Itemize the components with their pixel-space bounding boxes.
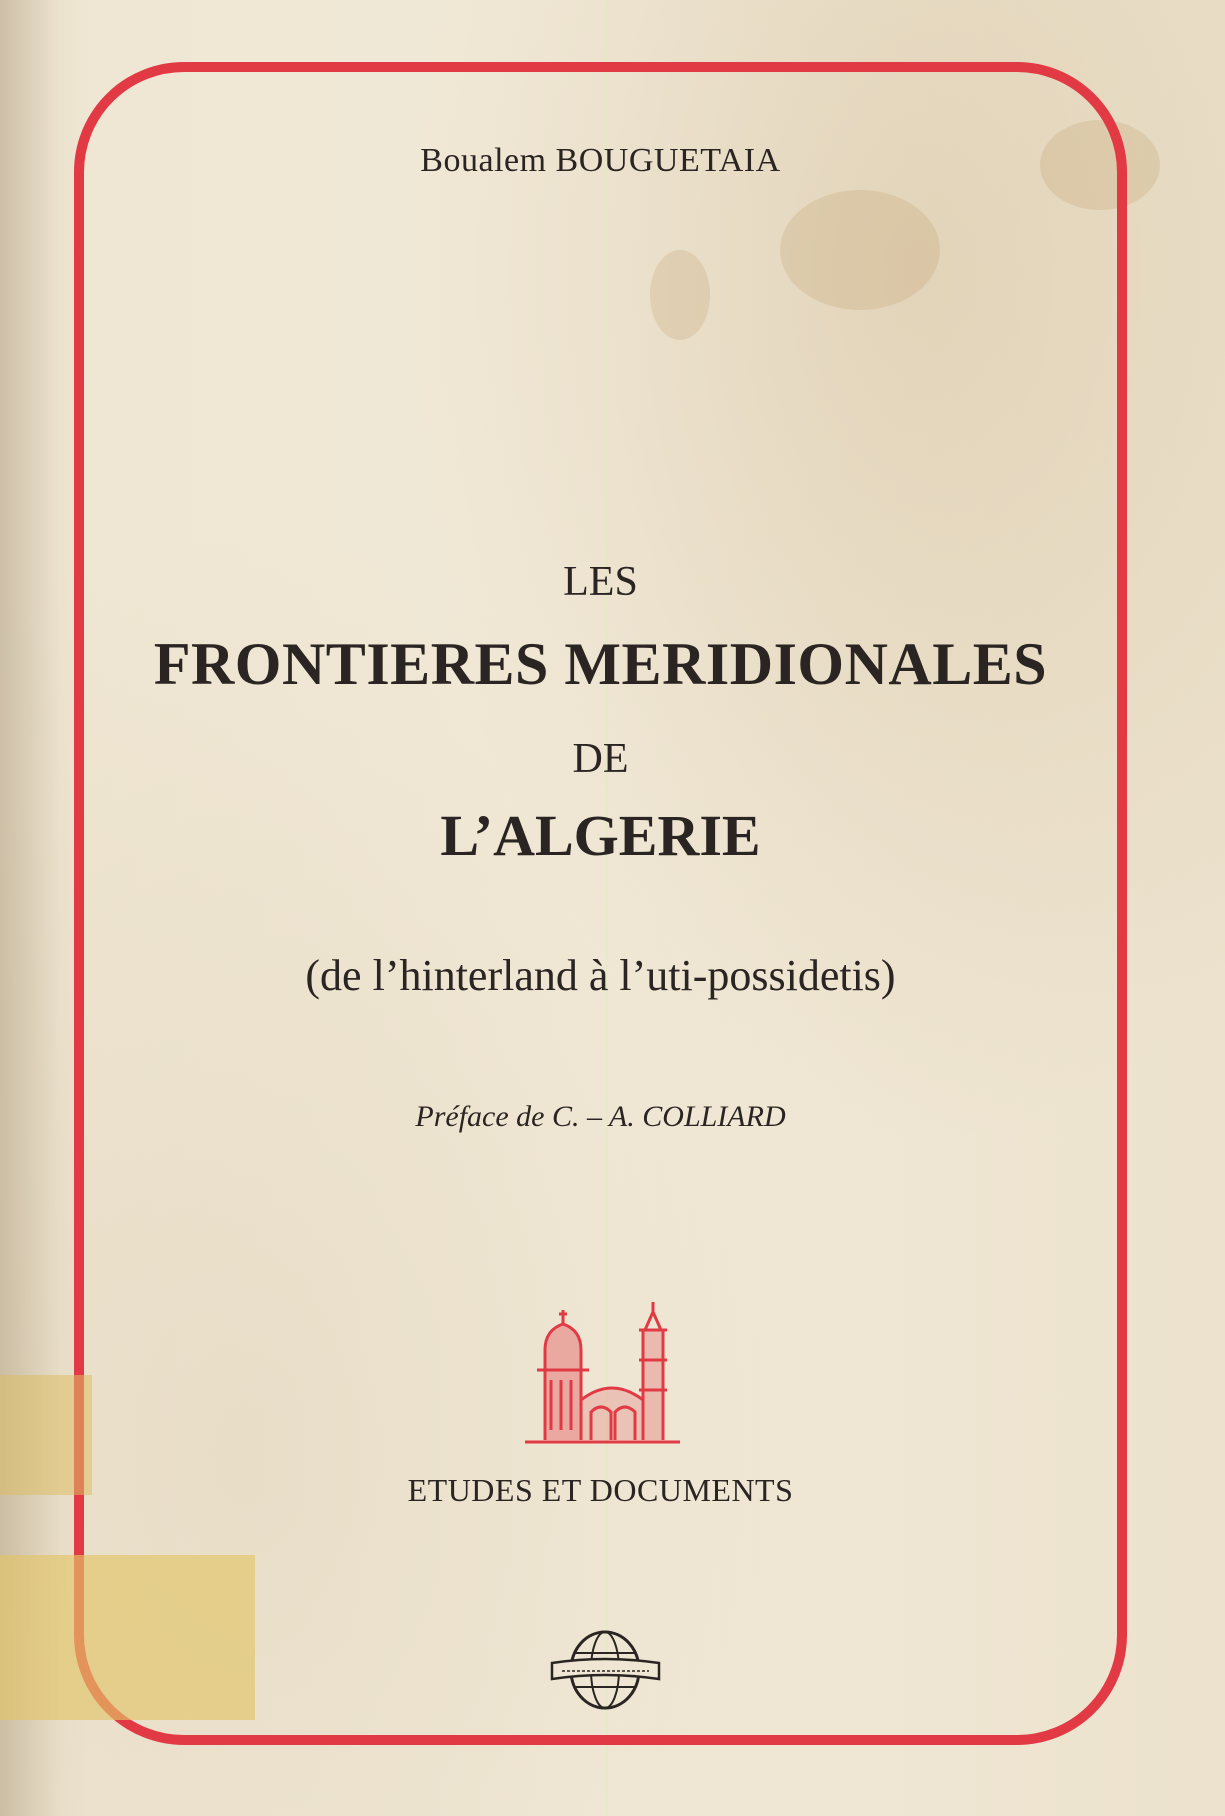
globe-publisher-logo — [548, 1625, 663, 1715]
title-line-les: LES — [563, 559, 638, 605]
mosque-building-icon — [515, 1290, 685, 1450]
preface-credit: Préface de C. – A. COLLIARD — [415, 1100, 786, 1133]
tape-residue — [0, 1375, 92, 1495]
subtitle: (de l’hinterland à l’uti-possidetis) — [305, 951, 896, 1000]
tape-residue — [0, 1555, 255, 1720]
title-line-de: DE — [572, 736, 629, 782]
title-main: FRONTIERES MERIDIONALES — [153, 631, 1048, 697]
spine-crease — [0, 0, 60, 1816]
title-line-algerie: L’ALGERIE — [440, 803, 761, 868]
author-name: Boualem BOUGUETAIA — [420, 142, 781, 179]
series-name: ETUDES ET DOCUMENTS — [407, 1472, 794, 1508]
